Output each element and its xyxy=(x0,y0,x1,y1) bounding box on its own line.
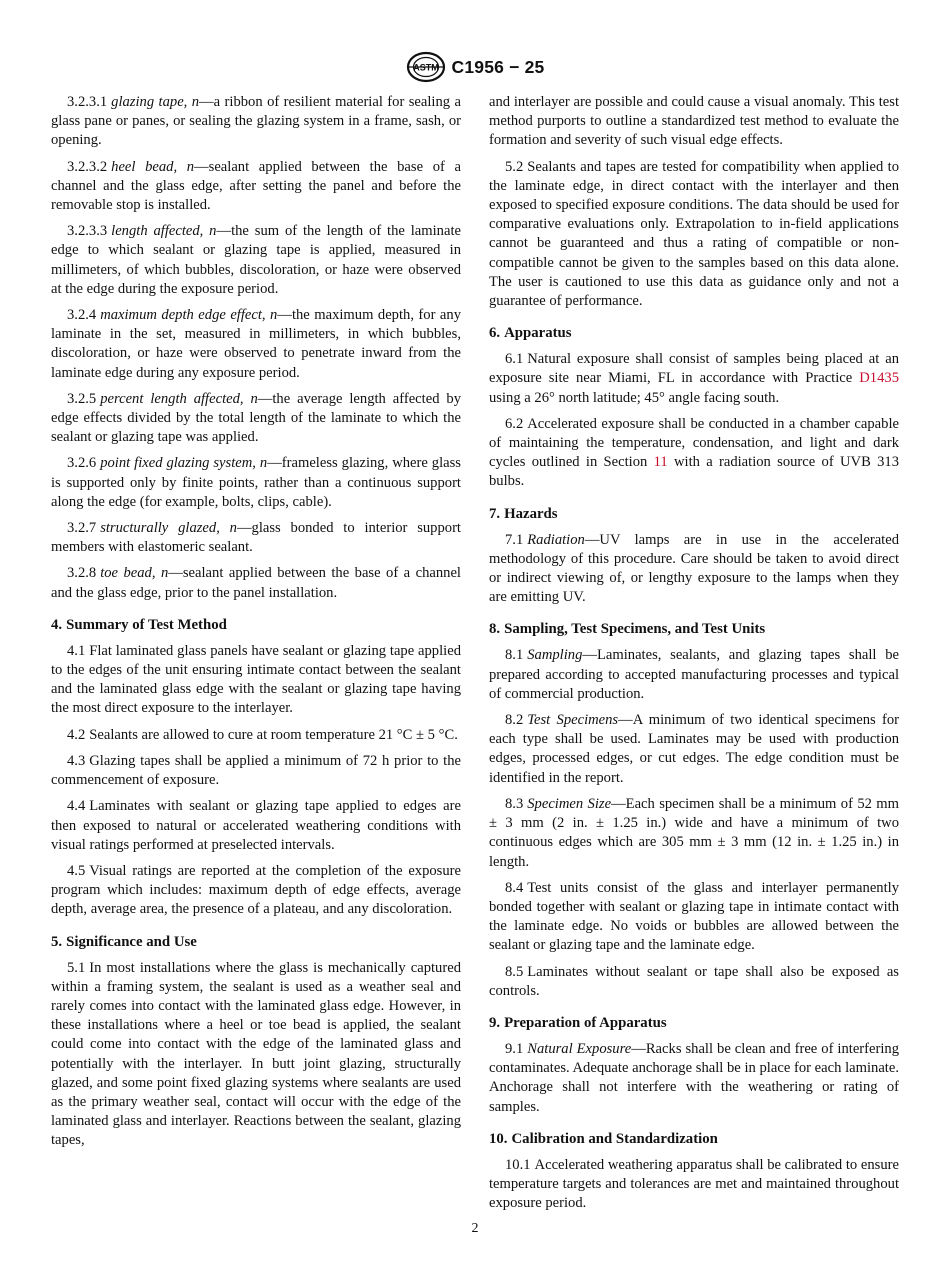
right-column xyxy=(489,93,899,1220)
left-column xyxy=(51,93,461,1158)
section-number: 5. xyxy=(51,933,63,950)
paragraph-number: 6.2 xyxy=(505,415,524,432)
paragraph-text: Accelerated exposure shall be conducted in a chamber capable of maintaining the temperature, condensation, and light and dark cycles outlined in Section xyxy=(489,415,899,471)
paragraph xyxy=(489,879,899,956)
paragraph xyxy=(51,797,461,855)
paragraph-text: In most installations where the glass is mechanically captured within a framing system, the sealant is used as a weather seal and rarely comes into contact with the laminated glass edge. However, in these installations where a heel or toe bead is applied, the sealant could come into contact with the edge of the laminated glass and potentially with the interlayer. In butt joint glazing, structurally glazed, and some point fixed glazing systems where sealants are used as the primary weather seal, contact will occur with the edge of the laminated glass and interlayer. Reactions between the sealant, glazing tapes, xyxy=(51,959,461,1149)
paragraph-number: 8.3 xyxy=(505,795,524,812)
paragraph-text: Visual ratings are reported at the completion of the exposure program which includes: maximum depth of edge effects, average depth, average area, the presence of a plateau, and any discoloration. xyxy=(51,862,461,918)
reference-link[interactable]: D1435 xyxy=(859,370,899,387)
paragraph xyxy=(489,350,899,408)
paragraph-number: 8.4 xyxy=(505,879,524,896)
paragraph xyxy=(51,564,461,602)
paragraph xyxy=(489,963,899,1001)
paragraph xyxy=(51,862,461,920)
paragraph-text: —Racks shall be clean and free of interfering contaminates. Adequate anchorage shall be in place for each laminate. Anchorage shall not interfere with the weathering or rating of samples. xyxy=(489,1040,899,1115)
paragraph-text: —the average length affected by edge effects divided by the total length of the laminate to which the sealant or glazing tape was applied. xyxy=(51,390,461,446)
section-title: Calibration and Standardization xyxy=(511,1130,718,1147)
paragraph-number: 8.1 xyxy=(505,647,524,664)
paragraph xyxy=(51,454,461,512)
paragraph-text: —the sum of the length of the laminate edge to which sealant or glazing tape is applied, measured in millimeters, of which bubbles, discoloration, or haze were observed at the edge during the exposure period. xyxy=(51,223,461,297)
paragraph xyxy=(51,390,461,448)
page-number: 2 xyxy=(471,1221,479,1236)
paragraph xyxy=(489,795,899,872)
section-number: 4. xyxy=(51,616,63,633)
paragraph xyxy=(489,711,899,788)
paragraph xyxy=(51,642,461,719)
paragraph xyxy=(489,531,899,608)
paragraph xyxy=(51,752,461,790)
paragraph-text: Test units consist of the glass and interlayer permanently bonded together with sealant or glazing tape in intimate contact with the laminate edge. No voids or bubbles are allowed between the sealant or glazing tape and the laminate edge. xyxy=(489,879,899,954)
section-number: 7. xyxy=(489,505,501,522)
section-heading xyxy=(489,1014,899,1033)
defined-term: Radiation xyxy=(527,531,585,548)
section-number: 9. xyxy=(489,1014,501,1031)
paragraph-number: 10.1 xyxy=(505,1156,531,1173)
section-number: 6. xyxy=(489,325,501,342)
paragraph-number: 3.2.3.3 xyxy=(67,223,108,240)
paragraph-number: 3.2.5 xyxy=(67,390,97,407)
paragraph-number: 8.2 xyxy=(505,712,524,729)
paragraph-text: using a 26° north latitude; 45° angle facing south. xyxy=(489,389,780,406)
defined-term: maximum depth edge effect, n xyxy=(100,307,278,324)
paragraph xyxy=(51,726,461,745)
paragraph-number: 3.2.4 xyxy=(67,307,97,324)
paragraph xyxy=(489,415,899,492)
paragraph-number: 3.2.6 xyxy=(67,455,97,472)
paragraph-text: and interlayer are possible and could cause a visual anomaly. This test method purports to outline a standardized test method to evaluate the formation and severity of such visual edge effects. xyxy=(489,94,899,149)
section-title: Summary of Test Method xyxy=(66,616,227,633)
paragraph xyxy=(489,646,899,704)
defined-term: length affected, n xyxy=(111,223,217,240)
paragraph xyxy=(51,306,461,383)
paragraph-text: —sealant applied between the base of a channel and the glass edge, after setting the panel and before the removable stop is installed. xyxy=(51,158,461,214)
paragraph-number: 4.3 xyxy=(67,752,86,769)
paragraph-number: 4.4 xyxy=(67,798,86,815)
section-heading xyxy=(489,324,899,343)
section-heading xyxy=(489,1130,899,1149)
paragraph xyxy=(51,158,461,216)
section-title: Significance and Use xyxy=(66,933,197,950)
defined-term: Test Specimens xyxy=(527,712,619,729)
paragraph-number: 5.2 xyxy=(505,158,524,175)
section-heading xyxy=(489,620,899,639)
paragraph-number: 4.2 xyxy=(67,726,86,743)
paragraph-number: 4.5 xyxy=(67,862,86,879)
paragraph-text: —sealant applied between the base of a channel and the glass edge, prior to the panel installation. xyxy=(51,565,461,601)
paragraph-text: —glass bonded to interior support members with elastomeric sealant. xyxy=(51,520,461,556)
paragraph-text: Natural exposure shall consist of samples being placed at an exposure site near Miami, FL in accordance with Practice xyxy=(489,351,899,387)
paragraph-text: Glazing tapes shall be applied a minimum of 72 h prior to the commencement of exposure. xyxy=(51,752,461,789)
paragraph-number: 8.5 xyxy=(505,963,524,980)
paragraph-number: 7.1 xyxy=(505,531,524,548)
paragraph-text: —UV lamps are in use in the accelerated methodology of this procedure. Care should be taken to avoid direct or indirect viewing of, or lengthy exposure to the lamps when they are emitting UV. xyxy=(489,531,899,606)
paragraph-text: Accelerated weathering apparatus shall be calibrated to ensure temperature targets and tolerances are met and maintained throughout exposure period. xyxy=(489,1156,899,1212)
paragraph-text: Laminates without sealant or tape shall also be exposed as controls. xyxy=(489,963,899,999)
paragraph-text: —Laminates, sealants, and glazing tapes shall be prepared according to accepted manufacturing processes and typical of commercial production. xyxy=(489,647,899,702)
defined-term: structurally glazed, n xyxy=(100,520,237,537)
paragraph-number: 3.2.3.2 xyxy=(67,158,108,175)
paragraph xyxy=(489,158,899,312)
defined-term: Specimen Size xyxy=(527,795,612,812)
paragraph-text: Flat laminated glass panels have sealant or glazing tape applied to the edges of the unit ensuring intimate contact between the sealant and the laminated glass edge with the sealant or glazing tape having the most direct exposure to the interlayer. xyxy=(51,642,461,717)
paragraph-text: Sealants are allowed to cure at room temperature 21 °C ± 5 °C. xyxy=(89,726,458,743)
defined-term: glazing tape, n xyxy=(111,94,200,110)
defined-term: Natural Exposure xyxy=(527,1040,632,1057)
standard-designation: C1956 − 25 xyxy=(451,56,545,77)
paragraph-number: 3.2.8 xyxy=(67,565,97,582)
paragraph-text: Sealants and tapes are tested for compatibility when applied to the laminate edge, in direct contact with the interlayer and then exposed to specified exposure conditions. The data should be used for comparative evaluations only. Extrapolation to in-field applications cannot be guaranteed and thus a rating of compatible or non-compatible cannot be given to the samples based on this data alone. The user is cautioned to use this data as guidance only and not a guarantee of performance. xyxy=(489,158,899,310)
paragraph xyxy=(51,519,461,557)
paragraph xyxy=(51,93,461,151)
paragraph-number: 5.1 xyxy=(67,959,86,976)
paragraph-number: 9.1 xyxy=(505,1040,524,1057)
paragraph xyxy=(489,1040,899,1117)
defined-term: point fixed glazing system, n xyxy=(100,455,268,472)
paragraph-text: —the maximum depth, for any laminate in the set, measured in millimeters, in which bubbles, discoloration, or haze were observed to penetrate inward from the laminate edge during any exposure period. xyxy=(51,307,461,381)
paragraph-text: —frameless glazing, where glass is supported only by finite points, rather than a continuous support along the edge (for example, bolts, clips, cable). xyxy=(51,455,461,510)
svg-text:ASTM: ASTM xyxy=(412,62,439,73)
paragraph xyxy=(51,222,461,299)
paragraph-text: Laminates with sealant or glazing tape applied to edges are then exposed to natural or accelerated weathering conditions with visual ratings performed at preselected intervals. xyxy=(51,798,461,853)
paragraph-number: 3.2.7 xyxy=(67,520,97,537)
section-heading xyxy=(51,616,461,635)
section-number: 8. xyxy=(489,621,501,638)
paragraph-text: with a radiation source of UVB 313 bulbs. xyxy=(489,454,899,490)
defined-term: Sampling xyxy=(527,647,583,664)
reference-link[interactable]: 11 xyxy=(653,454,668,471)
paragraph xyxy=(489,1156,899,1214)
section-title: Preparation of Apparatus xyxy=(504,1014,667,1031)
paragraph xyxy=(51,959,461,1151)
paragraph-text: —Each specimen shall be a minimum of 52 mm ± 3 mm (2 in. ± 1.25 in.) wide and have a minimum of two continuous edges which are 305 mm ± 3 mm (12 in. ± 1.25 in.) in length. xyxy=(489,795,899,870)
section-title: Hazards xyxy=(504,505,558,522)
section-title: Apparatus xyxy=(504,325,572,342)
defined-term: heel bead, n xyxy=(111,158,195,175)
section-title: Sampling, Test Specimens, and Test Units xyxy=(504,621,766,638)
defined-term: percent length affected, n xyxy=(100,390,258,407)
paragraph-number: 6.1 xyxy=(505,351,524,368)
astm-logo-icon xyxy=(406,51,446,83)
section-number: 10. xyxy=(489,1130,508,1147)
paragraph-number: 4.1 xyxy=(67,642,86,659)
section-heading xyxy=(489,505,899,524)
paragraph xyxy=(489,93,899,151)
page-header xyxy=(0,50,950,84)
defined-term: toe bead, n xyxy=(100,565,169,582)
paragraph-text: —a ribbon of resilient material for sealing a glass pane or panes, or sealing the glazing system in a frame, sash, or opening. xyxy=(51,94,461,149)
section-heading xyxy=(51,933,461,952)
paragraph-text: —A minimum of two identical specimens for each type shall be used. Laminates may be used with production edges, processed edges, or cut edges. The edge condition must be identified in the report. xyxy=(489,712,900,786)
paragraph-number: 3.2.3.1 xyxy=(67,94,108,110)
